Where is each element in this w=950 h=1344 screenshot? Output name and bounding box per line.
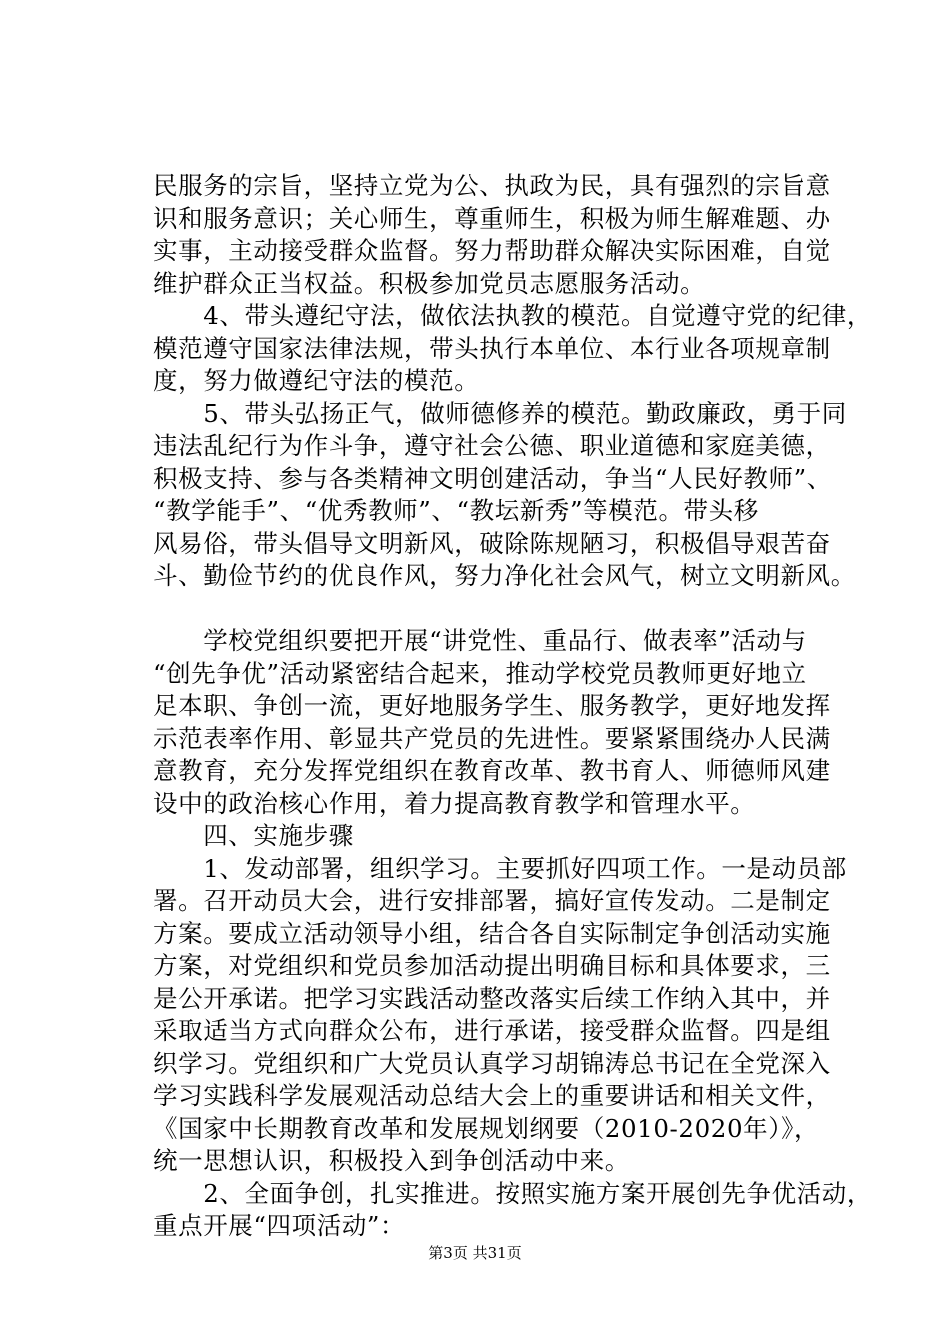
text-line: 5、带头弘扬正气，做师德修养的模范。勤政廉政，勇于同: [153, 398, 847, 428]
text-line: 方案，对党组织和党员参加活动提出明确目标和具体要求，三: [153, 951, 831, 980]
page-footer: 第3页 共31页: [428, 1244, 522, 1262]
text-line: 4、带头遵纪守法，做依法执教的模范。自觉遵守党的纪律，: [153, 301, 872, 330]
text-line: 署。召开动员大会，进行安排部署，搞好宣传发动。二是制定: [153, 886, 831, 915]
text-line: 积极支持、参与各类精神文明创建活动，争当“人民好教师”、: [153, 463, 832, 493]
text-line: 1、发动部署，组织学习。主要抓好四项工作。一是动员部: [153, 853, 847, 883]
text-line: 足本职、争创一流，更好地服务学生、服务教学，更好地发挥: [153, 691, 831, 720]
text-line: 《国家中长期教育改革和发展规划纲要（2010-2020年）》，: [153, 1113, 820, 1143]
text-line: 斗、勤俭节约的优良作风，努力净化社会风气，树立文明新风。: [153, 561, 856, 590]
text-line: 度，努力做遵纪守法的模范。: [153, 366, 480, 395]
text-line: 实事，主动接受群众监督。努力帮助群众解决实际困难，自觉: [153, 236, 831, 265]
text-line: 重点开展“四项活动”：: [153, 1211, 406, 1240]
text-line: 是公开承诺。把学习实践活动整改落实后续工作纳入其中，并: [153, 983, 831, 1013]
text-line: 织学习。党组织和广大党员认真学习胡锦涛总书记在全党深入: [153, 1048, 831, 1078]
text-line: 统一思想认识，积极投入到争创活动中来。: [153, 1146, 630, 1175]
text-line: 意教育，充分发挥党组织在教育改革、教书育人、师德师风建: [153, 756, 831, 785]
text-line: 学校党组织要把开展“讲党性、重品行、做表率”活动与: [153, 626, 807, 655]
text-line: [153, 593, 853, 626]
text-line: “创先争优”活动紧密结合起来，推动学校党员教师更好地立: [153, 658, 807, 688]
text-line: 采取适当方式向群众公布，进行承诺，接受群众监督。四是组: [153, 1016, 831, 1045]
text-line: 设中的政治核心作用，着力提高教育教学和管理水平。: [153, 788, 756, 818]
body-text: [153, 170, 872, 1243]
text-line: 2、全面争创，扎实推进。按照实施方案开展创先争优活动，: [153, 1178, 872, 1208]
text-line: 方案。要成立活动领导小组，结合各自实际制定争创活动实施: [153, 918, 831, 948]
text-line: 示范表率作用、彰显共产党员的先进性。要紧紧围绕办人民满: [153, 723, 831, 753]
text-line: 学习实践科学发展观活动总结大会上的重要讲话和相关文件，: [153, 1081, 831, 1110]
text-line: 模范遵守国家法律法规，带头执行本单位、本行业各项规章制: [153, 333, 831, 363]
text-line: 维护群众正当权益。积极参加党员志愿服务活动。: [153, 268, 706, 298]
text-line: 识和服务意识；关心师生，尊重师生，积极为师生解难题、办: [153, 203, 831, 233]
text-line: 民服务的宗旨，坚持立党为公、执政为民，具有强烈的宗旨意: [153, 171, 831, 200]
text-line: “教学能手”、“优秀教师”、“教坛新秀”等模范。带头移: [153, 496, 759, 525]
text-line: 违法乱纪行为作斗争，遵守社会公德、职业道德和家庭美德，: [153, 431, 831, 460]
text-line: 风易俗，带头倡导文明新风，破除陈规陋习，积极倡导艰苦奋: [153, 528, 831, 558]
text-line: 四、实施步骤: [153, 821, 354, 850]
